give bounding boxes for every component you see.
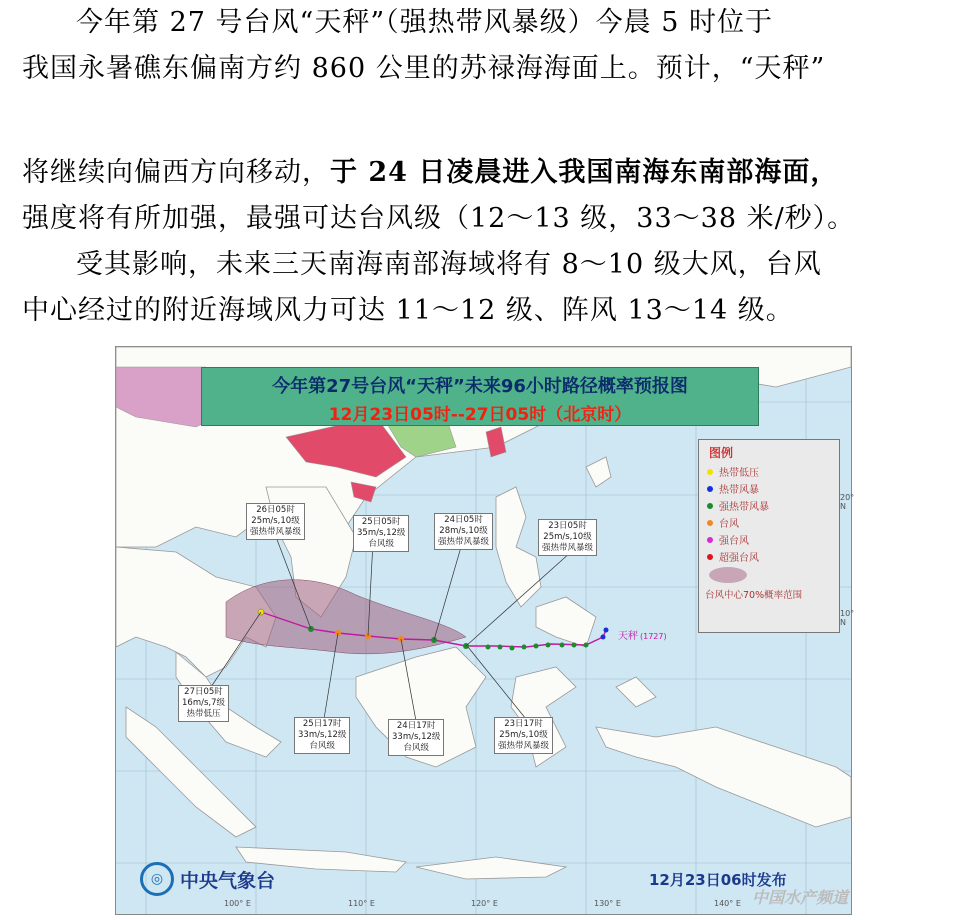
article-line: 中心经过的附近海域风力可达 11～12 级、阵风 13～14 级。 [22, 295, 794, 326]
forecast-callout-25-17: 25日17时 33m/s,12级 台风级 [294, 717, 350, 754]
article-line: 今年第 27 号台风“天秤”（强热带风暴级）今晨 5 时位于 [76, 7, 773, 38]
agency-logo-label: ◎ 中央气象台 [140, 862, 275, 896]
legend-dot-icon [707, 486, 713, 492]
forecast-callout-27-05: 27日05时 16m/s,7级 热带低压 [178, 685, 229, 722]
forecast-callout-24-17: 24日17时 33m/s,12级 台风级 [388, 719, 444, 756]
issue-time: 12月23日06时发布 [649, 871, 787, 889]
watermark: 中国水产频道 [752, 888, 849, 907]
latitude-label: 10° N [840, 609, 855, 627]
legend-item: 强台风 [699, 531, 839, 548]
map-title-box [201, 367, 759, 426]
forecast-callout-23-05: 23日05时 25m/s,10级 强热带风暴级 [538, 519, 597, 556]
article-line: 将继续向偏西方向移动，于 24 日凌晨进入我国南海东南部海面， [22, 157, 839, 188]
probability-area-icon [709, 567, 747, 583]
article-line: 我国永暑礁东偏南方约 860 公里的苏禄海海面上。预计，“天秤” [22, 53, 826, 84]
map-legend [698, 439, 840, 633]
forecast-callout-26-05: 26日05时 25m/s,10级 强热带风暴级 [246, 503, 305, 540]
legend-item: 台风 [699, 514, 839, 531]
storm-name-label: 天秤 (1727) [618, 631, 667, 642]
article-line: 受其影响，未来三天南海南部海域将有 8～10 级大风，台风 [76, 249, 822, 280]
legend-dot-icon [707, 469, 713, 475]
longitude-label: 140° E [714, 899, 741, 908]
forecast-callout-23-17: 23日17时 25m/s,10级 强热带风暴级 [494, 717, 553, 754]
legend-dot-icon [707, 537, 713, 543]
longitude-label: 120° E [471, 899, 498, 908]
latitude-label: 20° N [840, 493, 855, 511]
longitude-label: 100° E [224, 899, 251, 908]
legend-dot-icon [707, 503, 713, 509]
forecast-callout-25-05: 25日05时 35m/s,12级 台风级 [353, 515, 409, 552]
article-paragraph-2 [22, 150, 942, 334]
article-paragraph-1 [22, 0, 942, 92]
map-title: 今年第27号台风“天秤”未来96小时路径概率预报图 [272, 376, 688, 397]
map-subtitle: 12月23日05时--27日05时（北京时） [328, 405, 632, 425]
legend-item: 热带风暴 [699, 480, 839, 497]
legend-item: 超强台风 [699, 548, 839, 565]
typhoon-track-map [115, 346, 855, 915]
agency-logo-icon: ◎ [140, 862, 174, 896]
legend-probability-shape [699, 567, 839, 583]
longitude-label: 110° E [348, 899, 375, 908]
longitude-label: 130° E [594, 899, 621, 908]
article-line: 强度将有所加强，最强可达台风级（12～13 级，33～38 米/秒）。 [22, 203, 856, 234]
legend-dot-icon [707, 520, 713, 526]
legend-dot-icon [707, 554, 713, 560]
forecast-callout-24-05: 24日05时 28m/s,10级 强热带风暴级 [434, 513, 493, 550]
legend-item: 强热带风暴 [699, 497, 839, 514]
legend-probability-label: 台风中心70%概率范围 [705, 590, 803, 601]
legend-item: 热带低压 [699, 463, 839, 480]
legend-title: 图例 [709, 446, 734, 460]
